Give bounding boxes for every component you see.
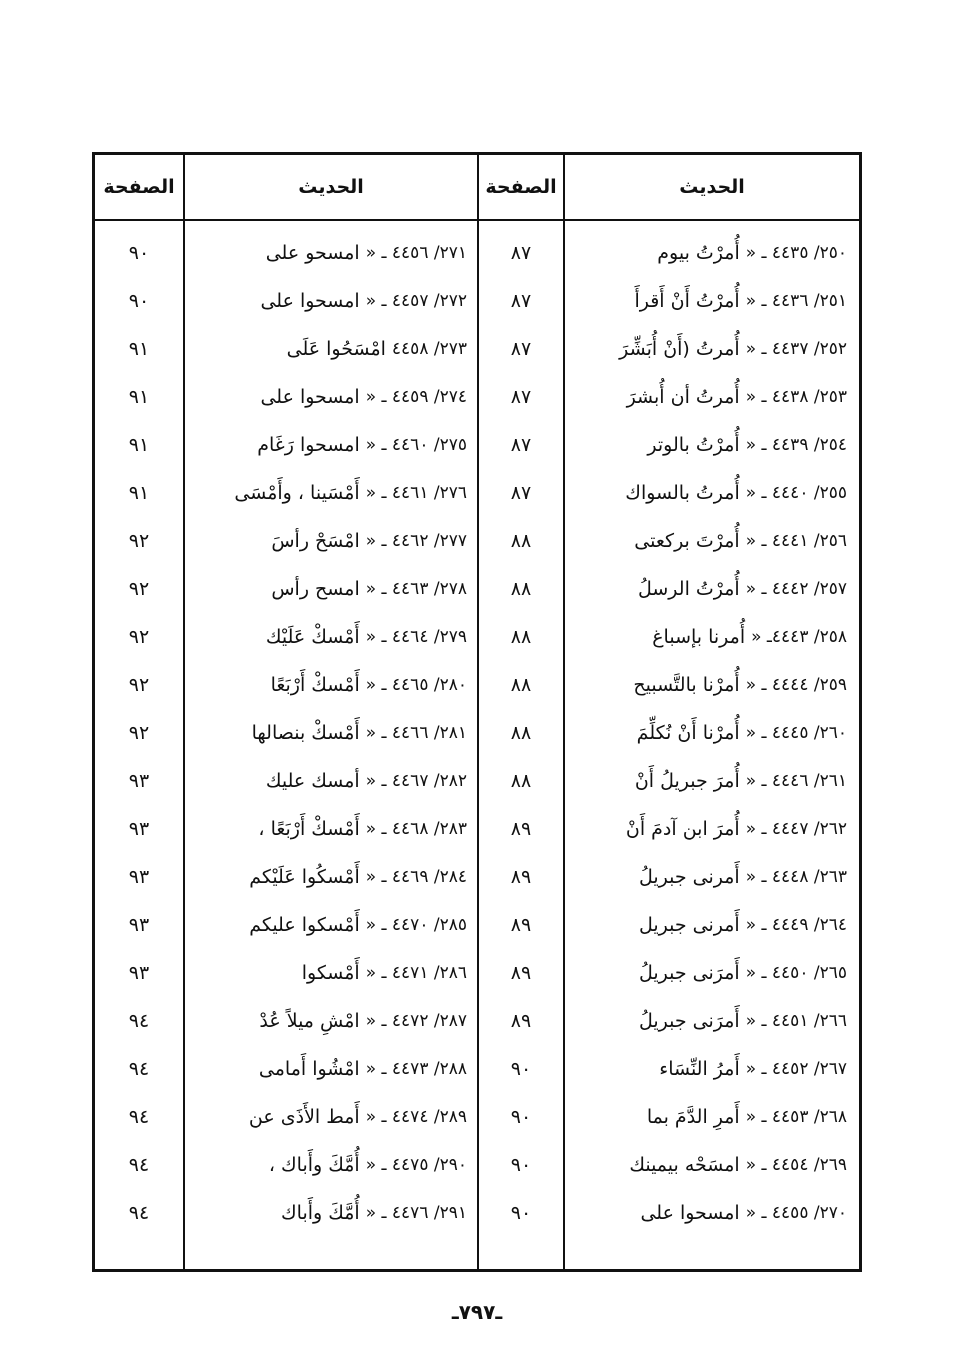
hadith-ref: ٢٧٤/ ٤٤٥٩ ـ « — [365, 387, 467, 407]
list-item — [565, 469, 847, 517]
page-ref: ٩٤ — [128, 1010, 150, 1032]
hadith-text: أَمرنى جبريلُ — [638, 866, 740, 888]
page-ref: ٨٨ — [510, 770, 532, 792]
page-ref: ٩٢ — [128, 530, 150, 552]
page-ref: ٩٠ — [510, 1106, 532, 1128]
left-hadith-column — [185, 221, 467, 1269]
page-ref: ٩١ — [128, 434, 150, 456]
page-ref: ٩٤ — [128, 1106, 150, 1128]
list-item — [185, 469, 467, 517]
page-ref: ٨٧ — [510, 434, 532, 456]
list-item — [565, 901, 847, 949]
page-ref: ٩٢ — [128, 626, 150, 648]
page-ref: ٨٨ — [510, 674, 532, 696]
left-page-column — [95, 221, 183, 1269]
hadith-ref: ٢٥٣/ ٤٤٣٨ ـ « — [745, 387, 847, 407]
hadith-ref: ٢٧٨/ ٤٤٦٣ ـ « — [365, 579, 467, 599]
hadith-text: امْشِ ميلاً عُدْ — [259, 1010, 360, 1032]
hadith-ref: ٢٦٥/ ٤٤٥٠ ـ « — [745, 963, 847, 983]
page-ref: ٩٣ — [128, 818, 150, 840]
list-item — [565, 853, 847, 901]
hadith-text: أُمرنا بإسباغ — [652, 626, 746, 648]
hadith-text: أَمْسكوا عليكم — [249, 914, 360, 936]
hadith-text: أُمَّكَ وأَباك ، — [268, 1154, 360, 1176]
hadith-ref: ٢٥٧/ ٤٤٤٢ ـ « — [745, 579, 847, 599]
list-item — [565, 805, 847, 853]
list-item — [565, 661, 847, 709]
page-ref: ٩٤ — [128, 1202, 150, 1224]
hadith-ref: ٢٥٤/ ٤٤٣٩ ـ « — [745, 435, 847, 455]
list-item — [185, 949, 467, 997]
page-ref: ٩٣ — [128, 866, 150, 888]
page-ref: ٩٤ — [128, 1058, 150, 1080]
list-item — [565, 613, 847, 661]
hadith-ref: ٢٥١/ ٤٤٣٦ ـ « — [745, 291, 847, 311]
hadith-ref: ٢٧٥/ ٤٤٦٠ ـ « — [365, 435, 467, 455]
hadith-ref: ٢٦٢/ ٤٤٤٧ ـ « — [745, 819, 847, 839]
hadith-text: امسحوا على — [260, 290, 360, 312]
hadith-ref: ٢٦٣/ ٤٤٤٨ ـ « — [745, 867, 847, 887]
list-item — [185, 853, 467, 901]
hadith-ref: ٢٥٦/ ٤٤٤١ ـ « — [745, 531, 847, 551]
page-ref: ٩٢ — [128, 674, 150, 696]
list-item — [565, 277, 847, 325]
right-page-column — [479, 221, 563, 1269]
hadith-ref: ٢٨٤/ ٤٤٦٩ ـ « — [365, 867, 467, 887]
hadith-text: أمسك عليك — [265, 770, 360, 792]
page-ref: ٩٢ — [128, 722, 150, 744]
hadith-text: امسحوا رَغَام — [257, 434, 360, 456]
hadith-text: أَمْسكْ بنصالها — [251, 722, 360, 744]
list-item — [565, 565, 847, 613]
page-ref: ٨٨ — [510, 626, 532, 648]
list-item — [565, 325, 847, 373]
page-ref: ٩٤ — [128, 1154, 150, 1176]
hadith-ref: ٢٧٩/ ٤٤٦٤ ـ « — [365, 627, 467, 647]
list-item — [565, 373, 847, 421]
hadith-text: أُمَّكَ وأَباك — [281, 1202, 360, 1224]
list-item — [565, 1093, 847, 1141]
hadith-ref: ٢٧٠/ ٤٤٥٥ ـ « — [745, 1203, 847, 1223]
list-item — [185, 229, 467, 277]
list-item — [185, 277, 467, 325]
hadith-text: أَمْسكْ أَرْبَعًا ، — [258, 818, 360, 840]
page-ref: ٨٩ — [510, 818, 532, 840]
list-item — [185, 421, 467, 469]
header-page-right: الصفحة — [485, 176, 557, 198]
hadith-ref: ٢٨٠/ ٤٤٦٥ ـ « — [365, 675, 467, 695]
list-item — [185, 805, 467, 853]
page-ref: ٨٧ — [510, 338, 532, 360]
hadith-ref: ٢٧٣/ ٤٤٥٨ — [391, 339, 467, 359]
hadith-text: أَمْسكُوا عَلَيْكم — [249, 866, 360, 888]
hadith-ref: ٢٦٤/ ٤٤٤٩ ـ « — [745, 915, 847, 935]
hadith-text: أُمرَ جبريلُ أَنْ — [634, 770, 740, 792]
hadith-ref: ٢٥٩/ ٤٤٤٤ ـ « — [745, 675, 847, 695]
hadith-ref: ٢٧١/ ٤٤٥٦ ـ « — [365, 243, 467, 263]
hadith-ref: ٢٦٠/ ٤٤٤٥ ـ « — [745, 723, 847, 743]
page-ref: ٩١ — [128, 338, 150, 360]
list-item — [565, 229, 847, 277]
list-item — [185, 517, 467, 565]
hadith-text: أَمْسكوا — [301, 962, 360, 984]
hadith-ref: ٢٨٣/ ٤٤٦٨ ـ « — [365, 819, 467, 839]
list-item — [565, 1189, 847, 1237]
hadith-text: أُمرْتُ بيوم — [657, 242, 740, 264]
table-body — [95, 221, 859, 1269]
hadith-text: امسحو على — [265, 242, 360, 264]
page-ref: ٨٩ — [510, 866, 532, 888]
list-item — [185, 901, 467, 949]
header-page-left: الصفحة — [103, 176, 175, 198]
hadith-text: أَمرَنى جبريلُ — [638, 1010, 740, 1032]
list-item — [565, 997, 847, 1045]
hadith-index-table — [92, 152, 862, 1272]
hadith-text: أُمرتُ بالسواك — [625, 482, 740, 504]
page-ref: ٨٨ — [510, 530, 532, 552]
hadith-ref: ٢٥٨/ ٤٤٤٣ـ « — [751, 627, 847, 647]
hadith-ref: ٢٦٨/ ٤٤٥٣ ـ « — [745, 1107, 847, 1127]
list-item — [565, 709, 847, 757]
hadith-ref: ٢٨٥/ ٤٤٧٠ ـ « — [365, 915, 467, 935]
hadith-text: أَمْسكْ عَلَيْك — [265, 626, 360, 648]
list-item — [185, 661, 467, 709]
hadith-ref: ٢٥٢/ ٤٤٣٧ ـ « — [745, 339, 847, 359]
page-ref: ٩٣ — [128, 770, 150, 792]
page-ref: ٩٣ — [128, 914, 150, 936]
right-hadith-column — [565, 221, 847, 1269]
list-item — [185, 997, 467, 1045]
page-ref: ٩٣ — [128, 962, 150, 984]
page-ref: ٨٧ — [510, 386, 532, 408]
hadith-text: أُمرْتُ أَنْ أَقرأَ — [634, 290, 740, 312]
list-item — [185, 325, 467, 373]
page-number: ـ٧٩٧ـ — [451, 1300, 503, 1324]
hadith-text: امْشُوا أَمامى — [258, 1058, 360, 1080]
list-item — [565, 517, 847, 565]
hadith-ref: ٢٨٧/ ٤٤٧٢ ـ « — [365, 1011, 467, 1031]
page-ref: ٨٩ — [510, 1010, 532, 1032]
hadith-ref: ٢٦٧/ ٤٤٥٢ ـ « — [745, 1059, 847, 1079]
hadith-text: أَمرِ الدَّمَ بما — [646, 1106, 740, 1128]
list-item — [185, 373, 467, 421]
hadith-text: أَمرُ النِّسَاء — [659, 1058, 740, 1080]
hadith-ref: ٢٨٨/ ٤٤٧٣ ـ « — [365, 1059, 467, 1079]
hadith-text: أُمرَ ابن آدمَ أَنْ — [625, 818, 740, 840]
list-item — [185, 1189, 467, 1237]
hadith-ref: ٢٥٥/ ٤٤٤٠ ـ « — [745, 483, 847, 503]
page-ref: ٨٩ — [510, 962, 532, 984]
hadith-text: أَمرَنى جبريلُ — [638, 962, 740, 984]
list-item — [565, 1045, 847, 1093]
hadith-ref: ٢٧٢/ ٤٤٥٧ ـ « — [365, 291, 467, 311]
hadith-ref: ٢٩١/ ٤٤٧٦ ـ « — [365, 1203, 467, 1223]
hadith-text: أُمرْتُ الرسلُ — [637, 578, 740, 600]
hadith-text: امسحوا على — [640, 1202, 740, 1224]
page-ref: ٩٠ — [128, 290, 150, 312]
page-ref: ٩١ — [128, 482, 150, 504]
hadith-text: امْسَحُوا عَلَى — [286, 338, 386, 360]
hadith-ref: ٢٦٦/ ٤٤٥١ ـ « — [745, 1011, 847, 1031]
page-ref: ٨٨ — [510, 722, 532, 744]
page-ref: ٨٩ — [510, 914, 532, 936]
hadith-ref: ٢٦١/ ٤٤٤٦ ـ « — [745, 771, 847, 791]
hadith-text: أُمرْنا بالتَّسبيح — [633, 674, 740, 696]
list-item — [185, 757, 467, 805]
hadith-text: أُمرْتُ بالوتر — [647, 434, 740, 456]
list-item — [185, 565, 467, 613]
hadith-text: امسح رأس — [271, 578, 360, 600]
hadith-text: أُمرْتَ بركعتى — [634, 530, 740, 552]
hadith-ref: ٢٧٧/ ٤٤٦٢ ـ « — [365, 531, 467, 551]
page-ref: ٩٠ — [128, 242, 150, 264]
list-item — [565, 1141, 847, 1189]
page-ref: ٨٧ — [510, 290, 532, 312]
list-item — [185, 1093, 467, 1141]
hadith-text: أَمْسَينا ، وأَمْسَى — [234, 482, 360, 504]
list-item — [185, 709, 467, 757]
hadith-ref: ٢٥٠/ ٤٤٣٥ ـ « — [745, 243, 847, 263]
hadith-ref: ٢٨٩/ ٤٤٧٤ ـ « — [365, 1107, 467, 1127]
list-item — [185, 1045, 467, 1093]
page-ref: ٨٨ — [510, 578, 532, 600]
page-ref: ٩٢ — [128, 578, 150, 600]
list-item — [565, 421, 847, 469]
page-ref: ٨٧ — [510, 482, 532, 504]
hadith-text: أُمرْنا أَنْ نُكلِّمَ — [636, 722, 740, 744]
hadith-text: أَمط الأَذَى عن — [248, 1106, 360, 1128]
list-item — [185, 613, 467, 661]
page-ref: ٩٠ — [510, 1058, 532, 1080]
hadith-text: أَمرنى جبريل — [638, 914, 740, 936]
list-item — [565, 949, 847, 997]
page-ref: ٩١ — [128, 386, 150, 408]
list-item — [185, 1141, 467, 1189]
hadith-text: امسَحْه بيمينك — [629, 1154, 740, 1176]
hadith-ref: ٢٨٢/ ٤٤٦٧ ـ « — [365, 771, 467, 791]
page-ref: ٨٧ — [510, 242, 532, 264]
hadith-text: أُمرتُ (أَنْ أُبَشِّرَ — [619, 338, 740, 360]
hadith-ref: ٢٦٩/ ٤٤٥٤ ـ « — [745, 1155, 847, 1175]
hadith-text: أَمْسكْ أَرْبَعًا — [270, 674, 360, 696]
hadith-ref: ٢٧٦/ ٤٤٦١ ـ « — [365, 483, 467, 503]
hadith-ref: ٢٨٦/ ٤٤٧١ ـ « — [365, 963, 467, 983]
hadith-text: امسحوا على — [260, 386, 360, 408]
header-hadith-left: الحديث — [298, 176, 364, 198]
hadith-text: امْسَحْ رأسَ — [271, 530, 360, 552]
hadith-ref: ٢٨١/ ٤٤٦٦ ـ « — [365, 723, 467, 743]
page-ref: ٩٠ — [510, 1202, 532, 1224]
list-item — [565, 757, 847, 805]
hadith-text: أُمرتُ أن أُبشرَ — [626, 386, 740, 408]
page-ref: ٩٠ — [510, 1154, 532, 1176]
hadith-ref: ٢٩٠/ ٤٤٧٥ ـ « — [365, 1155, 467, 1175]
header-hadith-right: الحديث — [679, 176, 745, 198]
